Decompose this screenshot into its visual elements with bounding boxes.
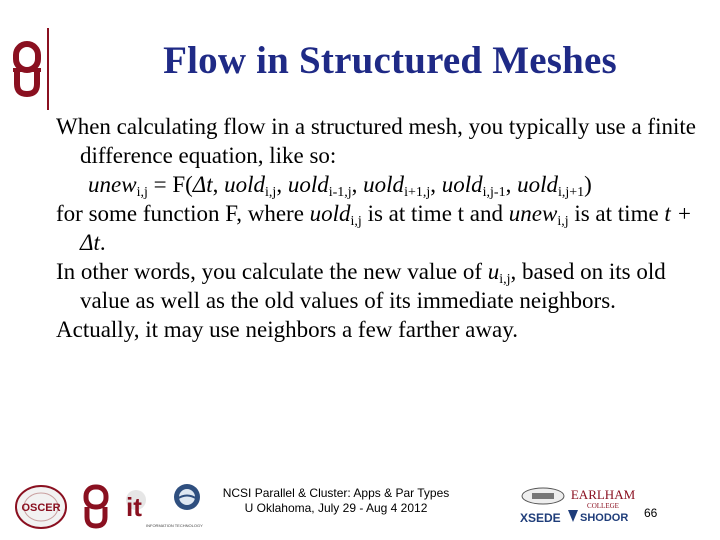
eq-uold: uold [363, 172, 405, 197]
header-divider [47, 28, 49, 110]
footer-line-2: U Oklahoma, July 29 - Aug 4 2012 [244, 501, 428, 515]
footer-text [202, 486, 470, 516]
p3-text: In other words, you calculate the new value of [56, 259, 488, 284]
p2-t-plus: t + Δt [80, 201, 693, 255]
p2-text: is at time [568, 201, 665, 226]
partner-logo-icon [520, 486, 566, 506]
page-number: 66 [644, 506, 658, 520]
p2-unew: unew [508, 201, 558, 226]
p2-text: . [99, 230, 106, 255]
it-logo [120, 486, 203, 530]
eq-sub: i+1,j [404, 185, 431, 200]
p2-sub: i,j [557, 214, 569, 229]
eq-comma: , [212, 172, 225, 197]
p3-u: u [487, 259, 500, 284]
ccc-logo-icon [172, 482, 202, 512]
xsede-logo [518, 508, 570, 526]
svg-text:OSCER: OSCER [21, 502, 61, 514]
earlham-logo [568, 486, 638, 510]
eq-comma: , [430, 172, 442, 197]
p2-uold: uold [309, 201, 351, 226]
eq-text: = F( [147, 172, 193, 197]
eq-comma: , [276, 172, 288, 197]
p2-text: for some function F, where [56, 201, 310, 226]
svg-text:XSEDE: XSEDE [520, 511, 561, 525]
slide-body [56, 112, 696, 344]
ou-footer-logo [82, 484, 112, 530]
svg-text:INFORMATION TECHNOLOGY: INFORMATION TECHNOLOGY [146, 523, 203, 528]
footer-line-1: NCSI Parallel & Cluster: Apps & Par Types [222, 486, 450, 500]
svg-text:it: it [126, 492, 142, 522]
slide-title: Flow in Structured Meshes [163, 39, 617, 82]
equation [56, 170, 696, 199]
paragraph-3 [56, 257, 696, 315]
eq-uold: uold [224, 172, 266, 197]
shodor-logo [566, 508, 638, 526]
eq-unew: unew [88, 172, 137, 197]
eq-sub: i,j [136, 185, 148, 200]
paragraph-2 [56, 199, 696, 257]
paragraph-1: When calculating flow in a structured mesh, you typically use a finite difference equation, like so: [56, 114, 696, 168]
svg-text:COLLEGE: COLLEGE [587, 502, 619, 510]
svg-text:SHODOR: SHODOR [580, 512, 629, 524]
eq-uold: uold [517, 172, 558, 197]
p2-sub: i,j [350, 214, 362, 229]
eq-comma: , [351, 172, 364, 197]
paragraph-4: Actually, it may use neighbors a few farther away. [56, 317, 518, 342]
eq-comma: , [505, 172, 518, 197]
eq-sub: i,j-1 [482, 185, 506, 200]
eq-uold: uold [441, 172, 483, 197]
eq-close: ) [584, 172, 592, 197]
p3-sub: i,j [499, 272, 511, 287]
eq-uold: uold [287, 172, 329, 197]
eq-sub: i,j [265, 185, 277, 200]
eq-dt: Δt [192, 172, 213, 197]
p2-text: is at time t and [361, 201, 509, 226]
oscer-logo [14, 484, 68, 530]
eq-sub: i-1,j [328, 185, 352, 200]
p3-text: , based on its old value as well as the old values of its immediate neighbors. [80, 259, 666, 313]
ou-logo [12, 40, 46, 98]
svg-text:EARLHAM: EARLHAM [570, 487, 636, 502]
eq-sub: i,j+1 [557, 185, 585, 200]
